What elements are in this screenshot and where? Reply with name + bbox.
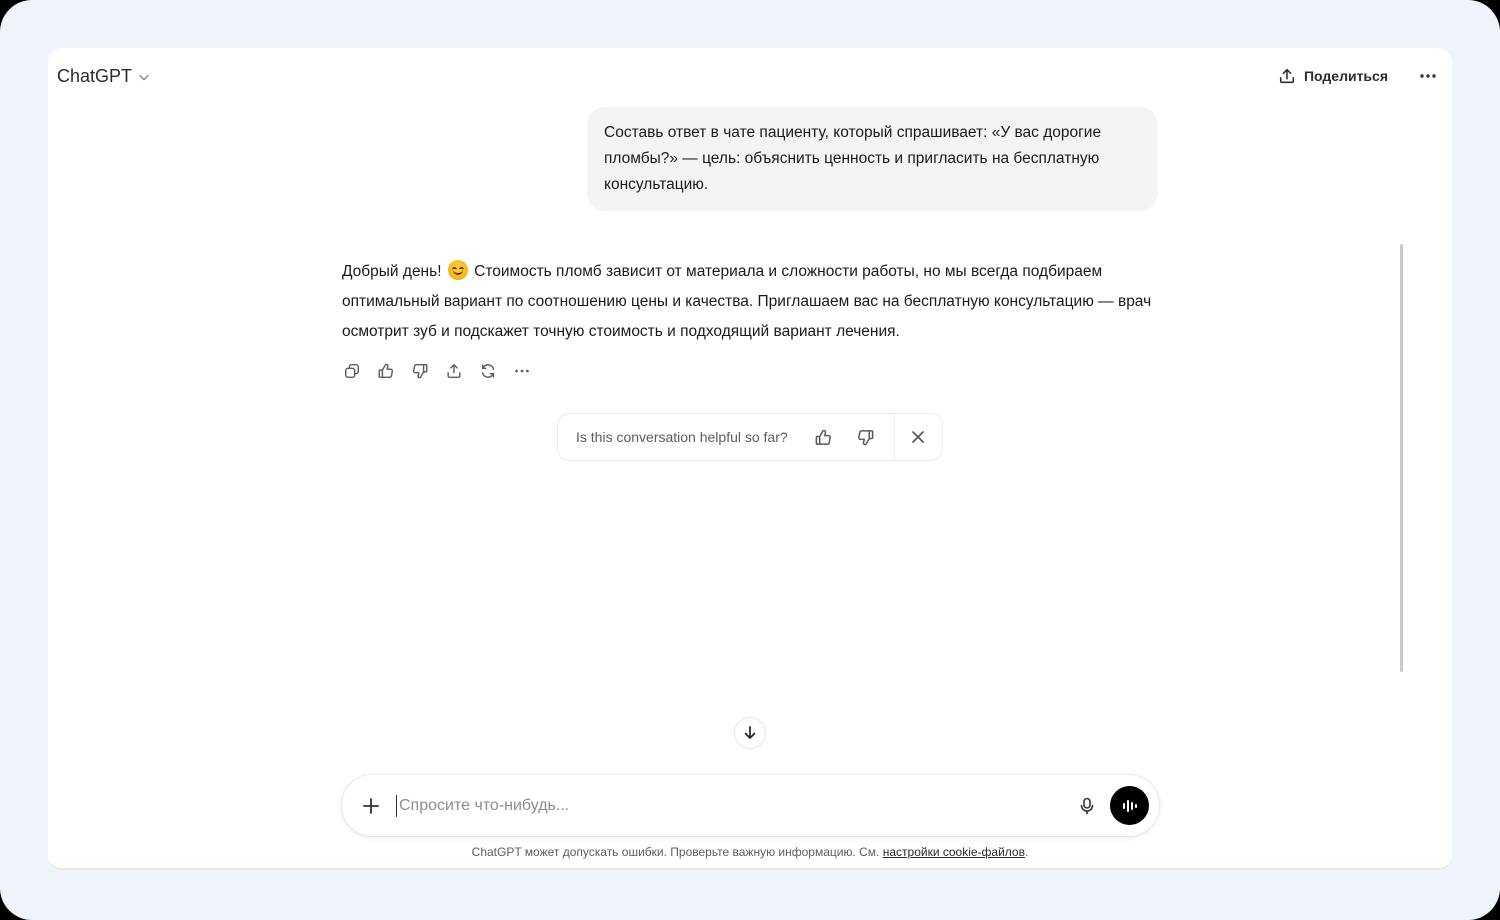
more-icon — [513, 362, 531, 380]
chat-window — [48, 48, 1452, 870]
more-actions-button[interactable] — [512, 361, 532, 381]
assistant-message — [342, 257, 1162, 347]
thumbs-down-icon — [411, 362, 429, 380]
bad-response-button[interactable] — [410, 361, 430, 381]
copy-button[interactable] — [342, 361, 362, 381]
feedback-question: Is this conversation helpful so far? — [576, 429, 788, 445]
regenerate-button[interactable] — [478, 361, 498, 381]
prompt-input[interactable] — [396, 795, 1070, 817]
scroll-to-bottom-button[interactable] — [734, 717, 766, 749]
voice-mode-icon — [1120, 796, 1140, 816]
copy-icon — [343, 362, 361, 380]
arrow-down-icon — [742, 725, 758, 741]
prompt-input-wrapper — [396, 791, 1070, 821]
conversation-feedback-prompt — [557, 413, 943, 461]
assistant-message-text: Стоимость пломб зависит от материала и сложности работы, но мы всегда подбираем оптимальный вариант по соотношению цены и качества. Приглашаем вас на бесплатную консультацию — врач осмотрит зуб и подскажет точную стоимость и подходящий вариант лечения. — [342, 263, 1152, 340]
assistant-greeting: Добрый день! — [342, 263, 442, 280]
feedback-close-button[interactable] — [895, 414, 941, 460]
cookie-settings-link[interactable]: настройки cookie-файлов — [882, 845, 1025, 859]
close-icon — [911, 430, 925, 444]
plus-icon — [362, 797, 380, 815]
thumbs-down-icon — [856, 428, 875, 447]
voice-mode-button[interactable] — [1110, 786, 1149, 825]
disclaimer — [48, 845, 1452, 859]
disclaimer-text: ChatGPT может допускать ошибки. Проверьте важную информацию. См. — [471, 845, 883, 859]
regenerate-icon — [479, 362, 497, 380]
model-selector[interactable] — [57, 60, 150, 93]
more-options-button[interactable] — [1416, 64, 1440, 88]
dictate-button[interactable] — [1070, 789, 1104, 823]
disclaimer-end: . — [1024, 845, 1029, 859]
top-bar — [48, 48, 1452, 104]
good-response-button[interactable] — [376, 361, 396, 381]
chevron-down-icon — [138, 71, 150, 83]
attach-button[interactable] — [358, 793, 384, 819]
header-actions — [1278, 64, 1440, 88]
feedback-helpful-button[interactable] — [808, 422, 838, 452]
user-message-text: Составь ответ в чате пациенту, который спрашивает: «У вас дорогие пломбы?» — цель: объяснить ценность и пригласить на бесплатную консультацию. — [604, 124, 1102, 193]
model-label: ChatGPT — [57, 65, 133, 86]
share-message-button[interactable] — [444, 361, 464, 381]
thumbs-up-icon — [814, 428, 833, 447]
microphone-icon — [1078, 797, 1096, 815]
share-icon — [445, 362, 463, 380]
scrollbar[interactable] — [1400, 244, 1403, 672]
share-icon — [1278, 67, 1296, 85]
share-label: Поделиться — [1303, 68, 1388, 84]
more-icon — [1419, 73, 1437, 79]
share-button[interactable] — [1278, 67, 1388, 85]
thumbs-up-icon — [377, 362, 395, 380]
message-actions — [342, 361, 532, 381]
feedback-not-helpful-button[interactable] — [850, 422, 880, 452]
message-composer — [342, 775, 1159, 836]
smiling-face-emoji-icon — [448, 260, 468, 280]
user-message-bubble — [587, 107, 1158, 211]
